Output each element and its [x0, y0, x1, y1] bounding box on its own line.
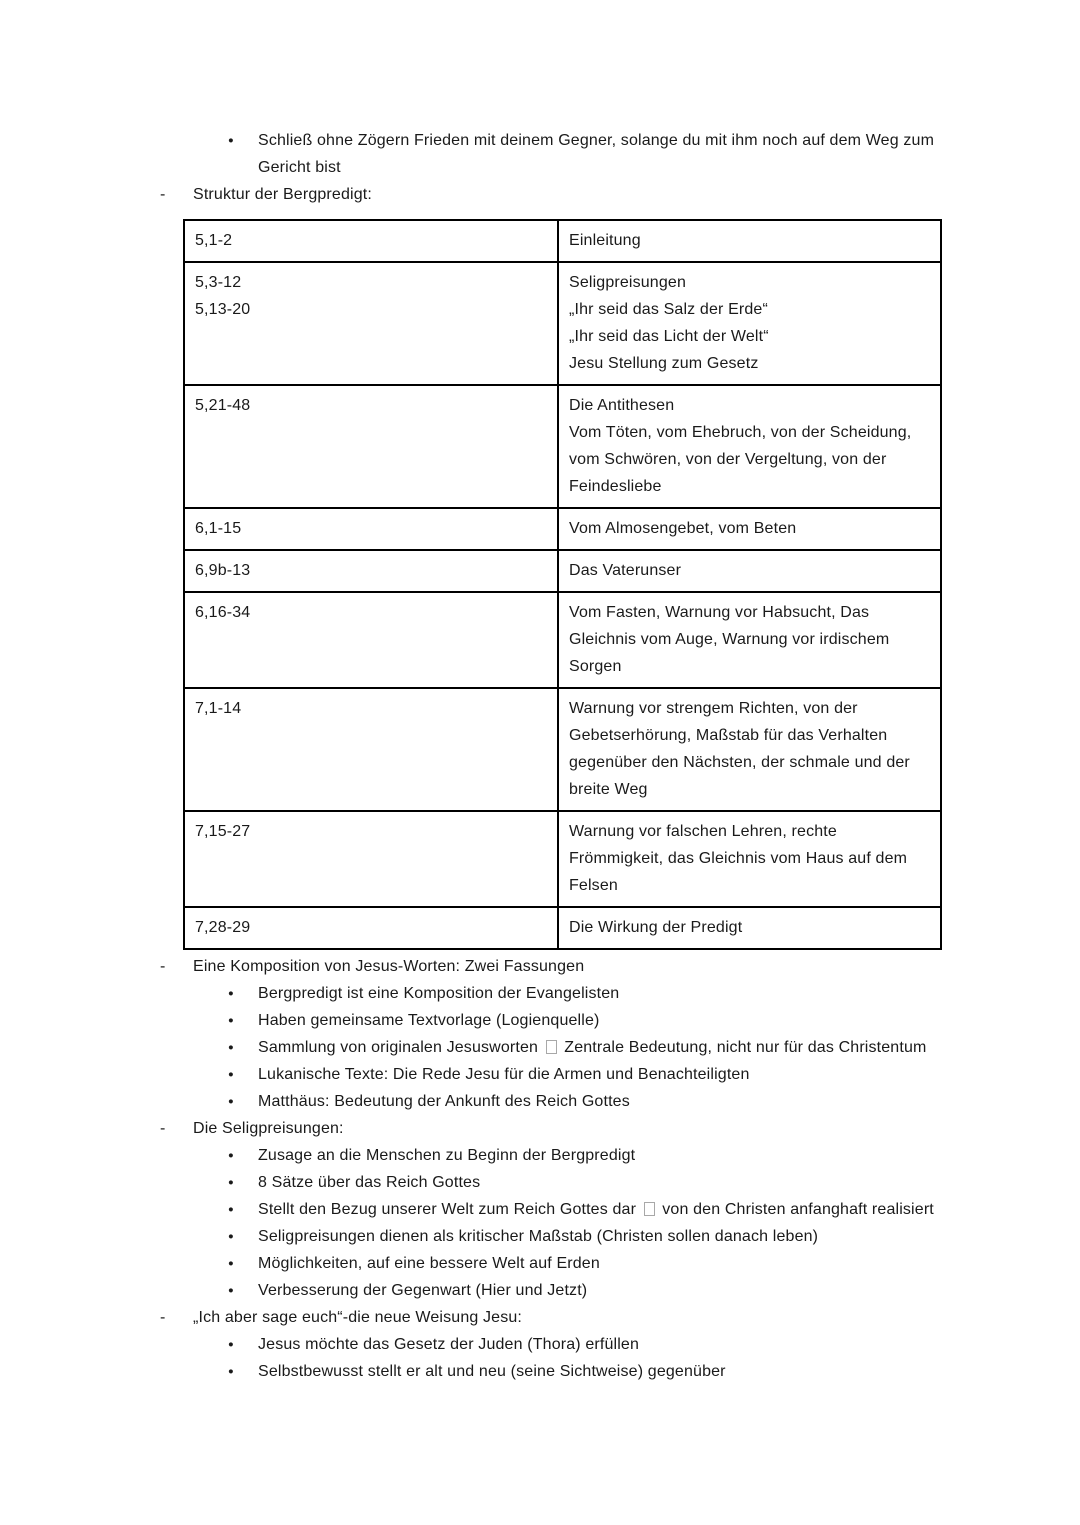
bullet-list-item — [160, 1169, 942, 1196]
item-text: Selbstbewusst stellt er alt und neu (seine Sichtweise) gegenüber — [258, 1363, 726, 1380]
verse-ref: 5,1-2 — [195, 232, 233, 249]
bullet-list-item — [160, 1088, 942, 1115]
item-text: Stellt den Bezug unserer Welt zum Reich Gottes dar von den Christen anfanghaft realisiert — [258, 1201, 934, 1218]
bullet-list-item — [160, 1223, 942, 1250]
content-text: Warnung vor strengem Richten, von der Gebetserhörung, Maßstab für das Verhalten gegenüber den Nächsten, der schmale und der breite Weg — [569, 700, 910, 798]
missing-glyph-box — [546, 1040, 557, 1054]
content-text: Die Wirkung der Predigt — [569, 919, 743, 936]
verse-ref: 6,9b-13 — [195, 562, 251, 579]
table-row — [184, 592, 941, 688]
content-cell — [558, 262, 941, 385]
dash-marker: - — [160, 186, 166, 203]
verse-ref-cell — [184, 592, 558, 688]
bullet-marker: ● — [228, 1285, 234, 1296]
item-text: Eine Komposition von Jesus-Worten: Zwei Fassungen — [193, 958, 585, 975]
bullet-list-item — [160, 1034, 942, 1061]
content-text: „Ihr seid das Salz der Erde“ — [569, 301, 768, 318]
verse-ref-cell — [184, 508, 558, 550]
verse-ref: 6,16-34 — [195, 604, 251, 621]
content-text: Vom Fasten, Warnung vor Habsucht, Das Gleichnis vom Auge, Warnung vor irdischem Sorgen — [569, 604, 890, 675]
item-text: Bergpredigt ist eine Komposition der Evangelisten — [258, 985, 620, 1002]
bullet-list-item — [160, 1061, 942, 1088]
item-text: Struktur der Bergpredigt: — [193, 186, 372, 203]
table-row — [184, 688, 941, 811]
missing-glyph-box — [644, 1202, 655, 1216]
content-text: Seligpreisungen — [569, 274, 686, 291]
table-row — [184, 508, 941, 550]
bullet-marker: ● — [228, 1366, 234, 1377]
table-row — [184, 220, 941, 262]
bullet-list-item — [160, 1358, 942, 1385]
bullet-marker: ● — [228, 1015, 234, 1026]
content-cell — [558, 220, 941, 262]
dash-marker: - — [160, 1120, 166, 1137]
bullet-list-item — [160, 1007, 942, 1034]
item-text: Die Seligpreisungen: — [193, 1120, 344, 1137]
item-text: Möglichkeiten, auf eine bessere Welt auf Erden — [258, 1255, 600, 1272]
bullet-list-item — [160, 1196, 942, 1223]
item-text: „Ich aber sage euch“-die neue Weisung Jesu: — [193, 1309, 523, 1326]
bullet-marker: ● — [228, 1204, 234, 1215]
verse-ref: 7,28-29 — [195, 919, 251, 936]
bullet-marker: ● — [228, 1339, 234, 1350]
content-text: „Ihr seid das Licht der Welt“ — [569, 328, 769, 345]
bullet-marker: ● — [228, 1069, 234, 1080]
bullet-list-item — [160, 1331, 942, 1358]
verse-ref-cell — [184, 688, 558, 811]
item-text: Sammlung von originalen Jesusworten Zentrale Bedeutung, nicht nur für das Christentum — [258, 1039, 927, 1056]
content-text: Einleitung — [569, 232, 641, 249]
bullet-marker: ● — [228, 135, 234, 146]
verse-ref: 5,21-48 — [195, 397, 251, 414]
verse-ref-cell — [184, 385, 558, 508]
bullet-list-item — [160, 127, 942, 181]
item-text: Jesus möchte das Gesetz der Juden (Thora) erfüllen — [258, 1336, 640, 1353]
content-cell — [558, 688, 941, 811]
bullet-marker: ● — [228, 988, 234, 999]
content-cell — [558, 385, 941, 508]
content-cell — [558, 907, 941, 949]
bullet-marker: ● — [228, 1177, 234, 1188]
verse-ref: 5,13-20 — [195, 301, 251, 318]
table-row — [184, 907, 941, 949]
verse-ref: 7,1-14 — [195, 700, 242, 717]
content-text: Warnung vor falschen Lehren, rechte Frömmigkeit, das Gleichnis vom Haus auf dem Felsen — [569, 823, 908, 894]
table-row — [184, 550, 941, 592]
verse-ref-cell — [184, 811, 558, 907]
content-cell — [558, 811, 941, 907]
item-text: Lukanische Texte: Die Rede Jesu für die Armen und Benachteiligten — [258, 1066, 750, 1083]
item-text: Zusage an die Menschen zu Beginn der Bergpredigt — [258, 1147, 636, 1164]
item-text: 8 Sätze über das Reich Gottes — [258, 1174, 481, 1191]
verse-ref-cell — [184, 907, 558, 949]
bullet-list-item — [160, 980, 942, 1007]
content-text: Das Vaterunser — [569, 562, 682, 579]
verse-ref-cell — [184, 550, 558, 592]
bullet-marker: ● — [228, 1096, 234, 1107]
verse-ref: 7,15-27 — [195, 823, 251, 840]
bergpredigt-structure-table — [183, 219, 942, 950]
item-text: Schließ ohne Zögern Frieden mit deinem Gegner, solange du mit ihm noch auf dem Weg zum Gericht bist — [258, 132, 935, 176]
content-text: Jesu Stellung zum Gesetz — [569, 355, 759, 372]
dash-list-item — [160, 1304, 942, 1331]
bullet-list-item — [160, 1277, 942, 1304]
content-cell — [558, 550, 941, 592]
table-row — [184, 811, 941, 907]
dash-marker: - — [160, 958, 166, 975]
content-cell — [558, 592, 941, 688]
bullet-marker: ● — [228, 1042, 234, 1053]
bullet-marker: ● — [228, 1231, 234, 1242]
content-cell — [558, 508, 941, 550]
table-row — [184, 385, 941, 508]
bullet-list-item — [160, 1142, 942, 1169]
table-row — [184, 262, 941, 385]
dash-list-item — [160, 181, 942, 208]
item-text: Matthäus: Bedeutung der Ankunft des Reich Gottes — [258, 1093, 630, 1110]
verse-ref: 5,3-12 — [195, 274, 242, 291]
verse-ref-cell — [184, 262, 558, 385]
content-text: Vom Almosengebet, vom Beten — [569, 520, 797, 537]
bullet-list-item — [160, 1250, 942, 1277]
verse-ref: 6,1-15 — [195, 520, 242, 537]
content-text: Die Antithesen — [569, 397, 675, 414]
item-text: Verbesserung der Gegenwart (Hier und Jetzt) — [258, 1282, 588, 1299]
item-text: Haben gemeinsame Textvorlage (Logienquelle) — [258, 1012, 600, 1029]
dash-list-item — [160, 953, 942, 980]
bullet-marker: ● — [228, 1258, 234, 1269]
dash-list-item — [160, 1115, 942, 1142]
verse-ref-cell — [184, 220, 558, 262]
bullet-marker: ● — [228, 1150, 234, 1161]
dash-marker: - — [160, 1309, 166, 1326]
content-text: Vom Töten, vom Ehebruch, von der Scheidung, vom Schwören, von der Vergeltung, von der Feindesliebe — [569, 424, 912, 495]
item-text: Seligpreisungen dienen als kritischer Maßstab (Christen sollen danach leben) — [258, 1228, 819, 1245]
